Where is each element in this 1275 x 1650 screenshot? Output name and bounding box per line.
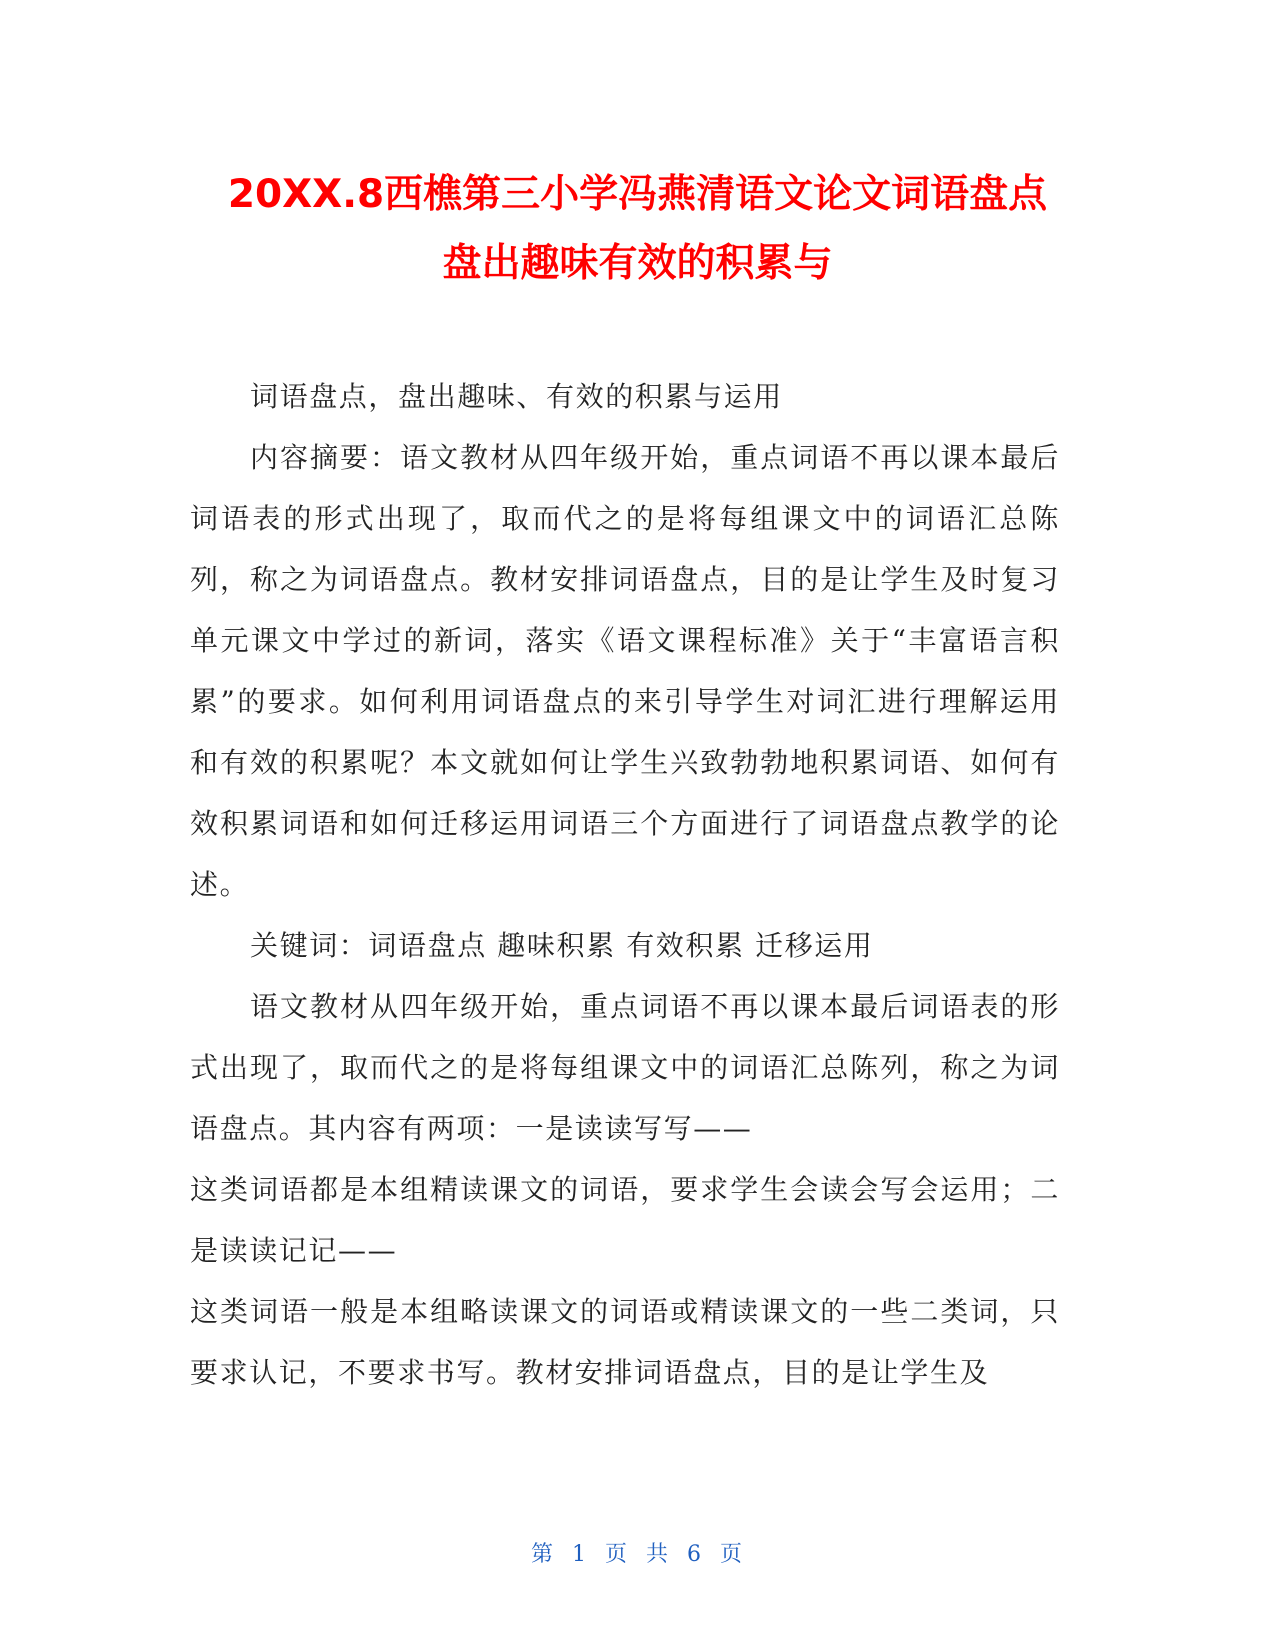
document-title-line-2: 盘出趣味有效的积累与 bbox=[442, 241, 833, 286]
paragraph-read-remember: 这类词语一般是本组略读课文的词语或精读课文的一些二类词，只要求认记，不要求书写。教材安排词语盘点，目的是让学生及 bbox=[190, 1295, 1060, 1389]
document-title-line-1: 20XX.8西樵第三小学冯燕清语文论文词语盘点 bbox=[227, 172, 1048, 217]
paragraph-intro: 语文教材从四年级开始，重点词语不再以课本最后词语表的形式出现了，取而代之的是将每组课文中的词语汇总陈列，称之为词语盘点。其内容有两项：一是读读写写—— bbox=[190, 990, 1060, 1145]
document-body bbox=[190, 366, 1060, 1403]
paragraph-subtitle: 词语盘点，盘出趣味、有效的积累与运用 bbox=[250, 380, 783, 413]
paragraph-keywords: 关键词：词语盘点 趣味积累 有效积累 迁移运用 bbox=[250, 929, 874, 962]
paragraph-read-write: 这类词语都是本组精读课文的词语，要求学生会读会写会运用；二是读读记记—— bbox=[190, 1173, 1060, 1267]
paragraph-abstract: 内容摘要：语文教材从四年级开始，重点词语不再以课本最后词语表的形式出现了，取而代之的是将每组课文中的词语汇总陈列，称之为词语盘点。教材安排词语盘点，目的是让学生及时复习单元课文中学过的新词，落实《语文课程标准》关于“丰富语言积累”的要求。如何利用词语盘点的来引导学生对词汇进行理解运用和有效的积累呢？本文就如何让学生兴致勃勃地积累词语、如何有效积累词语和如何迁移运用词语三个方面进行了词语盘点教学的论述。 bbox=[190, 441, 1060, 901]
page-number-footer: 第 1 页 共 6 页 bbox=[531, 1542, 744, 1567]
